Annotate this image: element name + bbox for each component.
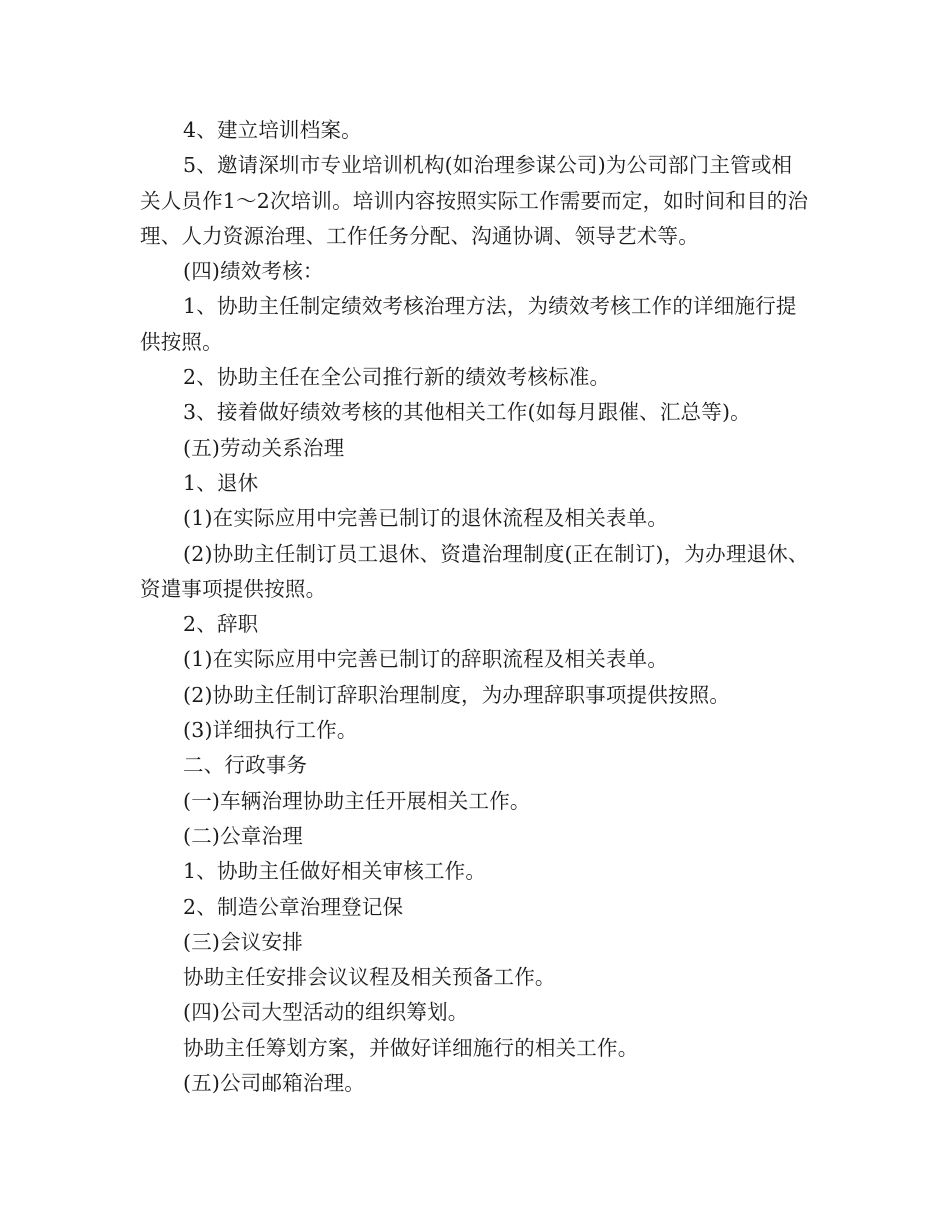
paragraph-22: (四)公司大型活动的组织筹划。 [183,1000,469,1025]
paragraph-16: (一)车辆治理协助主任开展相关工作。 [183,788,531,813]
paragraph-15: 二、行政事务 [183,753,308,778]
paragraph-4: 1、协助主任制定绩效考核治理方法，为绩效考核工作的详细施行提供按照。 [140,294,797,354]
paragraph-3: (四)绩效考核： [183,259,324,284]
paragraph-20: (三)会议安排 [183,929,303,954]
paragraph-18: 1、协助主任做好相关审核工作。 [183,859,487,884]
paragraph-5: 2、协助主任在全公司推行新的绩效考核标准。 [183,365,611,390]
paragraph-2: 5、邀请深圳市专业培训机构(如治理参谋公司)为公司部门主管或相关人员作1～2次培训。培训内容按照实际工作需要而定，如时间和目的治理、人力资源治理、工作任务分配、沟通协调、领导艺术等。 [140,153,809,248]
paragraph-24: (五)公司邮箱治理。 [183,1071,365,1096]
paragraph-6: 3、接着做好绩效考核的其他相关工作(如每月跟催、汇总等)。 [183,400,751,425]
paragraph-13: (2)协助主任制订辞职治理制度，为办理辞职事项提供按照。 [183,682,731,707]
paragraph-23: 协助主任筹划方案，并做好详细施行的相关工作。 [183,1035,639,1060]
paragraph-14: (3)详细执行工作。 [183,718,358,743]
paragraph-17: (二)公章治理 [183,823,303,848]
paragraph-11: 2、辞职 [183,612,259,637]
paragraph-10: (2)协助主任制订员工退休、资遣治理制度(正在制订)，为办理退休、资遣事项提供按照。 [140,541,809,601]
paragraph-7: (五)劳动关系治理 [183,435,345,460]
paragraph-9: (1)在实际应用中完善已制订的退休流程及相关表单。 [183,506,669,531]
paragraph-21: 协助主任安排会议议程及相关预备工作。 [183,965,556,990]
paragraph-8: 1、退休 [183,470,259,495]
paragraph-1: 4、建立培训档案。 [183,118,362,142]
paragraph-19: 2、制造公章治理登记保 [183,894,404,919]
document-body [140,113,812,1101]
paragraph-12: (1)在实际应用中完善已制订的辞职流程及相关表单。 [183,647,669,672]
